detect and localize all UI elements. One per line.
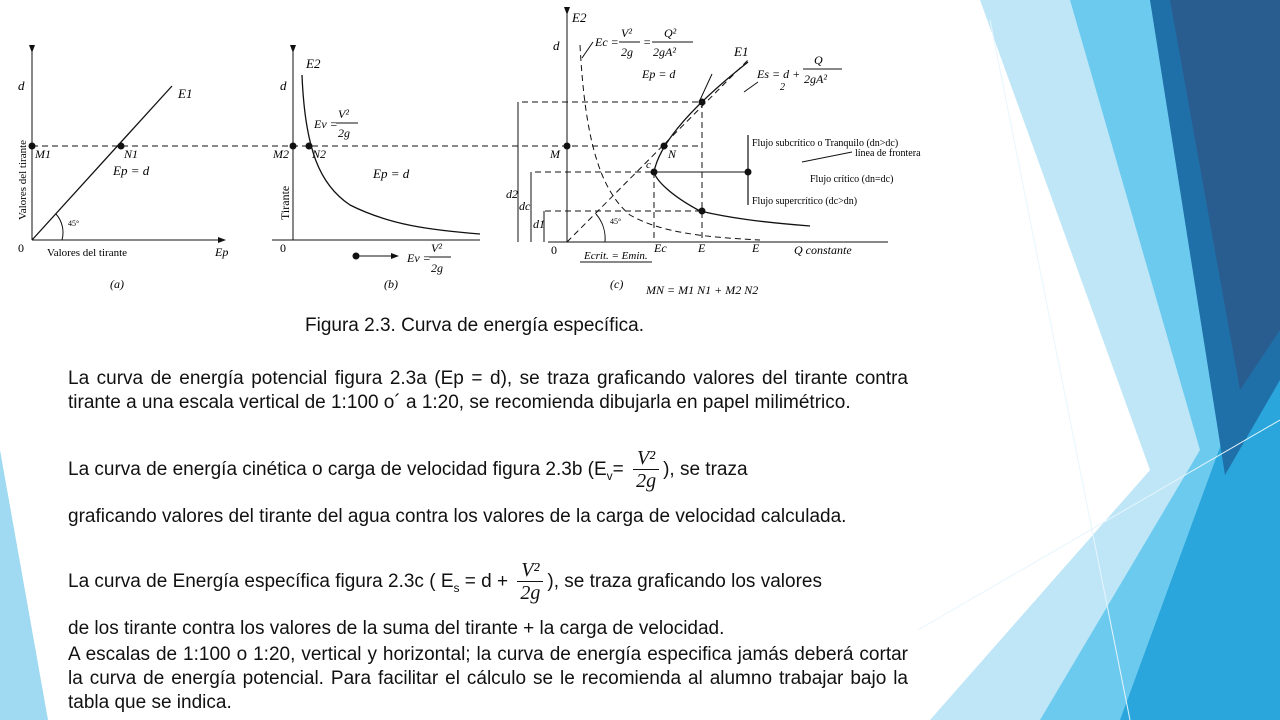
left-accent-shape [0,450,48,720]
y-axis-title: Valores del tirante [17,139,29,220]
fraction-num: V² [338,107,349,121]
equation-label: Ep = d [373,166,410,181]
fraction-num: Q [814,53,823,67]
equation-label: Ep = d [642,67,676,81]
point-label: N2 [312,147,327,161]
paragraph-text: = [612,459,624,480]
subscript-label: 2 [780,82,785,93]
panel-c [506,10,921,297]
curve-label: E1 [178,86,193,101]
flow-label: línea de frontera [855,148,921,159]
paragraph-3-line-1 [68,558,908,612]
equation-label: Ep = d [113,163,150,178]
point-label: N1 [124,147,139,161]
paragraph-text: La curva de energía cinética o carga de velocidad figura 2.3b (E [68,459,607,480]
point-label: c [646,159,651,171]
fraction-num: V² [521,559,540,582]
panel-label: (b) [384,277,398,291]
paragraph-text: La curva de Energía específica figura 2.3c ( E [68,571,454,592]
fraction-den: 2gA² [653,45,676,59]
angle-label: 45° [610,217,622,226]
subscript: v [606,468,613,483]
panel-a [17,52,228,291]
equation-label: Ev = [407,251,431,265]
axis-label: Ep [215,245,229,259]
x-axis-title: Valores del tirante [47,247,128,259]
fraction-num: V² [636,447,656,470]
paragraph-2-line-1 [68,446,908,500]
flow-label: Flujo subcrítico o Tranquilo (dn>dc) [752,138,899,149]
energy-curve-figure [0,0,960,310]
paragraph-text: ), se traza graficando los valores [547,571,822,592]
point-label: N [668,147,677,161]
point-label: M [550,147,560,161]
paragraph-text: ), se traza [663,459,748,480]
equation-label: Ec = [595,35,619,49]
ep-line-c [567,58,750,242]
equation-label: Es = d + [757,67,801,81]
dimension-label: dc [519,199,531,213]
figure-caption: Figura 2.3. Curva de energía específica. [305,315,645,336]
x-tick-label: Ec [654,241,667,255]
paragraph-text: = d + [459,571,509,592]
axis-label: d [18,78,25,93]
fraction-den: 2gA² [804,72,827,86]
panel-b [272,52,480,291]
paragraph-3-rest: de los tirante contra los valores de la suma del tirante + la carga de velocidad. [68,618,725,639]
x-tick-label: E [752,241,760,255]
curve-label: E2 [306,56,321,71]
dimension-label: d1 [533,217,545,231]
paragraph-1: La curva de energía potencial figura 2.3a (Ep = d), se traza graficando valores del tirante contra tirante a una escala vertical de 1:100 o´ a 1:20, se recomienda dibujarla en papel milimétrico. [68,368,908,413]
fraction-den: 2g [517,581,543,604]
dimension-label: d2 [506,187,518,201]
y-axis-title: Tirante [278,185,292,220]
origin-label: 0 [18,241,24,255]
curve-label: E1 [734,44,749,59]
fraction-num: V² [431,241,442,255]
ecrit-label: Ecrit. = Emin. [584,250,648,262]
paragraph-2-rest: graficando valores del tirante del agua contra los valores de la carga de velocidad calculada. [68,506,847,527]
curve-label: E2 [572,10,587,25]
equation-label: Ev = [314,117,338,131]
axis-label: d [553,38,560,53]
fraction-den: 2g [621,45,633,59]
mn-equation: MN = M1 N1 + M2 N2 [646,283,759,297]
panel-label: (c) [610,277,624,291]
fraction-num: V² [621,26,632,40]
paragraph-4: A escalas de 1:100 o 1:20, vertical y horizontal; la curva de energía especifica jamás deberá cortar la curva de energía potencial. Para facilitar el cálculo se le recomienda al alumno trabajar bajo la tabla que se indica. [68,644,908,713]
fraction-num: Q² [664,26,677,40]
es-curve [654,62,748,211]
velocity-head-fraction [633,447,659,492]
panel-label: (a) [110,277,124,291]
equation-label: = [643,35,652,49]
origin-label: 0 [551,243,557,257]
flow-label: Flujo supercrítico (dc>dn) [752,196,858,207]
origin-label: 0 [280,241,286,255]
subscript: s [453,580,460,595]
fraction-den: 2g [338,126,350,140]
axis-label: d [280,78,287,93]
x-tick-label: E [698,241,706,255]
q-label: Q constante [794,243,852,257]
fraction-den: 2g [431,261,443,275]
point-label: M1 [35,147,51,161]
velocity-head-fraction [517,559,543,604]
angle-label: 45° [68,219,80,228]
point-label: M2 [273,147,289,161]
ev-curve [302,75,480,234]
fraction-den: 2g [633,469,659,492]
flow-label: Flujo crítico (dn=dc) [810,174,894,185]
ep-line-a [32,86,172,240]
